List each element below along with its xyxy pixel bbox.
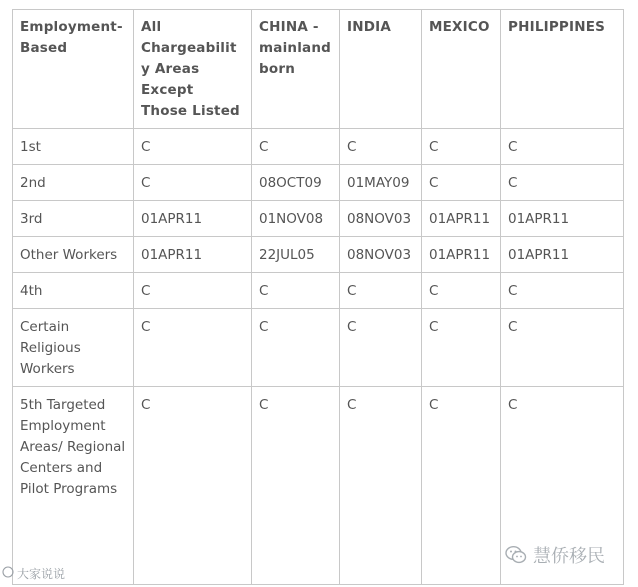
- table-cell: 01APR11: [422, 237, 501, 273]
- row-category: Other Workers: [13, 237, 134, 273]
- table-row: [13, 237, 624, 273]
- table-cell: C: [340, 273, 422, 309]
- table-cell: 08NOV03: [340, 237, 422, 273]
- row-category: 4th: [13, 273, 134, 309]
- table-cell: 01APR11: [422, 201, 501, 237]
- table-cell: C: [252, 387, 340, 585]
- corner-watermark: [2, 565, 65, 582]
- table-cell: C: [501, 273, 624, 309]
- table-cell: C: [252, 273, 340, 309]
- table-cell: 01APR11: [134, 201, 252, 237]
- table-cell: 01APR11: [134, 237, 252, 273]
- header-mexico: MEXICO: [422, 10, 501, 129]
- table-cell: C: [422, 309, 501, 387]
- table-cell: C: [501, 165, 624, 201]
- header-india: INDIA: [340, 10, 422, 129]
- table-cell: C: [422, 273, 501, 309]
- row-category: 5th Targeted Employment Areas/ Regional Centers and Pilot Programs: [13, 387, 134, 585]
- header-employment-based: Employment-Based: [13, 10, 134, 129]
- table-row: [13, 273, 624, 309]
- row-category: 3rd: [13, 201, 134, 237]
- header-all-chargeability: All Chargeability Areas Except Those Listed: [134, 10, 252, 129]
- table-cell: C: [252, 309, 340, 387]
- watermark-text: 慧侨移民: [533, 546, 605, 567]
- table-cell: C: [422, 129, 501, 165]
- corner-watermark-text: 大家说说: [17, 567, 66, 581]
- visa-bulletin-table: [12, 9, 624, 585]
- table-cell: 01NOV08: [252, 201, 340, 237]
- chat-bubble-icon: [2, 566, 14, 581]
- table-cell: C: [422, 165, 501, 201]
- header-philippines: PHILIPPINES: [501, 10, 624, 129]
- table-row: [13, 165, 624, 201]
- table-cell: 22JUL05: [252, 237, 340, 273]
- table-cell: C: [252, 129, 340, 165]
- table-cell: 08OCT09: [252, 165, 340, 201]
- table-cell: C: [340, 387, 422, 585]
- table-cell: C: [422, 387, 501, 585]
- table-row: [13, 129, 624, 165]
- table-header-row: [13, 10, 624, 129]
- table-row: [13, 309, 624, 387]
- table-cell: C: [501, 309, 624, 387]
- table-cell: 01APR11: [501, 237, 624, 273]
- table-cell: C: [134, 165, 252, 201]
- wechat-icon: [505, 545, 527, 565]
- table-cell: 08NOV03: [340, 201, 422, 237]
- header-china: CHINA - mainland born: [252, 10, 340, 129]
- table-cell: 01APR11: [501, 201, 624, 237]
- table-cell: C: [134, 273, 252, 309]
- wechat-watermark: [505, 542, 605, 568]
- row-category: 1st: [13, 129, 134, 165]
- table-cell: C: [134, 387, 252, 585]
- table-cell: 01MAY09: [340, 165, 422, 201]
- table-cell: C: [501, 387, 624, 585]
- row-category: Certain Religious Workers: [13, 309, 134, 387]
- table-row: [13, 201, 624, 237]
- row-category: 2nd: [13, 165, 134, 201]
- table-cell: C: [134, 129, 252, 165]
- table-cell: C: [340, 129, 422, 165]
- table-cell: C: [501, 129, 624, 165]
- table-cell: C: [134, 309, 252, 387]
- table-cell: C: [340, 309, 422, 387]
